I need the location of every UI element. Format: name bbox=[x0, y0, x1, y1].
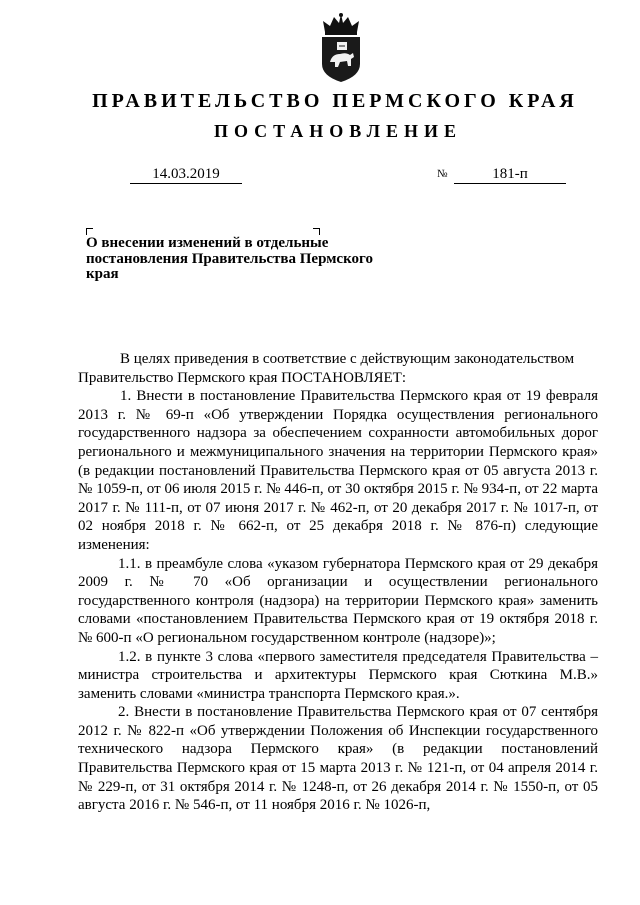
document-subject: О внесении изменений в отдельные постановления Правительства Пермского края bbox=[86, 235, 373, 282]
body-paragraph: 1.2. в пункте 3 слова «первого заместителя председателя Правительства – министра строительства и архитектуры Пермского края Сюткина М.В.» заменить словами «министра транспорта Пермского края.». bbox=[78, 648, 598, 702]
number-label: № bbox=[437, 168, 448, 180]
government-title: ПРАВИТЕЛЬСТВО ПЕРМСКОГО КРАЯ bbox=[92, 90, 578, 112]
body-paragraph: 1.1. в преамбуле слова «указом губернатора Пермского края от 29 декабря 2009 г. № 70 «Об организации и осуществлении регионального государственного контроля (надзора) на территории Пермского края» заменить словами «постановлением Правительства Пермского края от 19 октября 2018 г. № 600-п «О региональном государственном контроле (надзоре)»; bbox=[78, 555, 598, 646]
body-paragraph: 1. Внести в постановление Правительства Пермского края от 19 февраля 2013 г. № 69-п «Об утверждении Порядка осуществления регионального государственного надзора за обеспечением сохранности автомобильных дорог регионального и межмуниципального значения на территории Пермского края» (в редакции постановлений Правительства Пермского края от 05 августа 2013 г. № 1059-п, от 06 июля 2015 г. № 446-п, от 30 октября 2015 г. № 934-п, от 22 марта 2017 г. № 111-п, от 07 июня 2017 г. № 462-п, от 20 декабря 2017 г. № 1017-п, от 02 ноября 2018 г. № 662-п, от 25 декабря 2018 г. № 876-п) следующие изменения: bbox=[78, 388, 598, 553]
subject-corner-right bbox=[313, 228, 320, 235]
document-number: 181-п bbox=[454, 165, 566, 184]
body-paragraph: 2. Внести в постановление Правительства Пермского края от 07 сентября 2012 г. № 822-п «Об утверждении Положения об Инспекции государственного технического надзора Пермского края» (в редакции постановлений Правительства Пермского края от 15 марта 2013 г. № 121-п, от 04 апреля 2014 г. № 229-п, от 31 октября 2014 г. № 1248-п, от 26 декабря 2014 г. № 1550-п, от 05 августа 2016 г. № 546-п, от 11 ноября 2016 г. № 1026-п, bbox=[78, 704, 598, 814]
subject-corner-left bbox=[86, 228, 93, 235]
body-paragraph: В целях приведения в соответствие с действующим законодательством bbox=[120, 351, 575, 367]
document-date: 14.03.2019 bbox=[130, 165, 242, 184]
perm-krai-coat-of-arms-icon bbox=[318, 12, 364, 84]
document-body bbox=[78, 350, 598, 815]
document-type: ПОСТАНОВЛЕНИЕ bbox=[213, 121, 463, 141]
body-paragraph: Правительство Пермского края ПОСТАНОВЛЯЕТ: bbox=[78, 369, 407, 386]
